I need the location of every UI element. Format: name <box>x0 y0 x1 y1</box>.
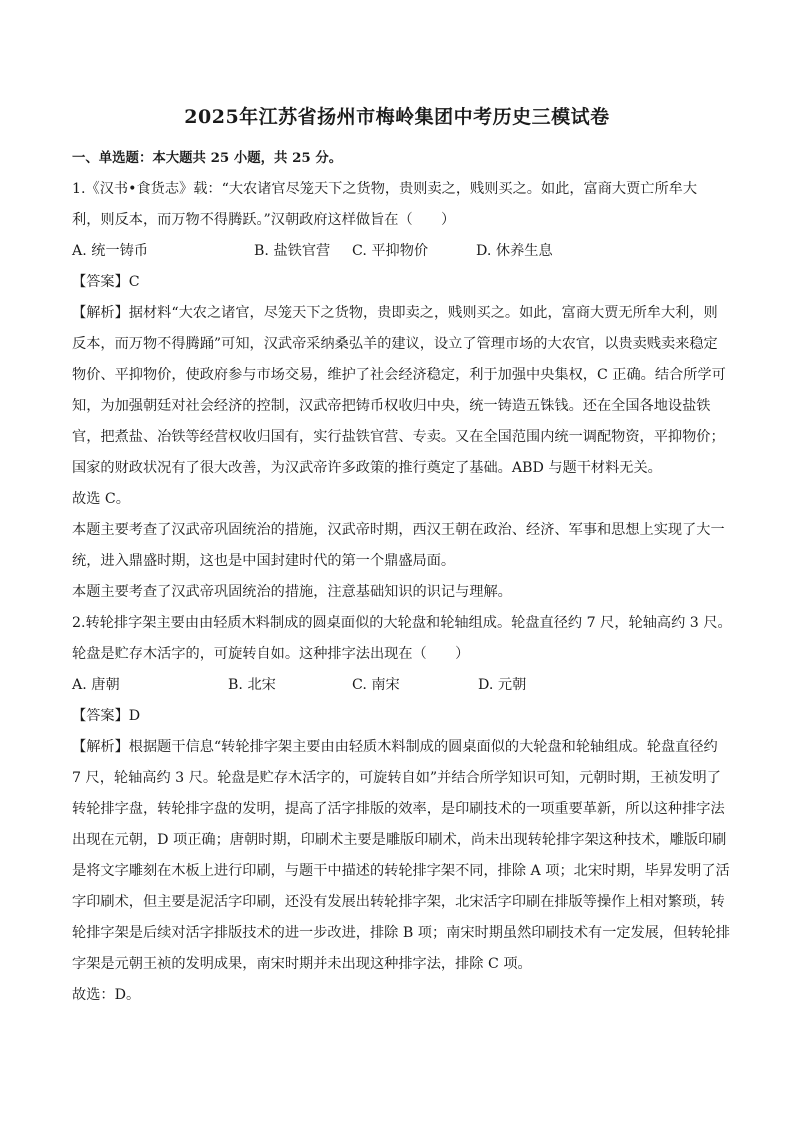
exam-title: 2025年江苏省扬州市梅岭集团中考历史三模试卷 <box>184 106 610 128</box>
analysis-line: 官，把煮盐、冶铁等经营权收归国有，实行盐铁官营、专卖。又在全国范围内统一调配物资，平抑物价； <box>72 429 725 445</box>
question-stem-line: 2.转轮排字架主要由由轻质木料制成的圆桌面似的大轮盘和轮轴组成。轮盘直径约 7 尺，轮轴高约 3 尺。 <box>72 615 732 631</box>
option-d: D. 休养生息 <box>476 243 553 259</box>
answer-options <box>72 670 722 701</box>
analysis-line: 出现在元朝，D 项正确；唐朝时期，印刷术主要是雕版印刷术，尚未出现转轮排字架这种技术，雕版印刷 <box>72 832 727 848</box>
analysis-tag: 【解析】 <box>72 739 129 755</box>
analysis-line <box>72 298 722 329</box>
option-b: B. 北宋 <box>228 677 276 693</box>
question-1 <box>72 174 726 608</box>
analysis-line: 物价、平抑物价，使政府参与市场交易，维护了社会经济稳定，利于加强中央集权，C 正确。结合所学可 <box>72 367 726 383</box>
analysis-line: 字架是元朝王祯的发明成果，南宋时期并未出现这种排字法，排除 C 项。 <box>72 956 532 972</box>
option-c: C. 平抑物价 <box>352 243 429 259</box>
section-heading: 一、单选题：本大题共 25 小题，共 25 分。 <box>72 150 343 166</box>
analysis-line: 是将文字雕刻在木板上进行印刷，与题干中描述的转轮排字架不同，排除 A 项；北宋时期，毕昇发明了活 <box>72 863 730 879</box>
question-stem-line: 1.《汉书•食货志》载：“大农诸官尽笼天下之货物，贵则卖之，贱则买之。如此，富商大贾亡所牟大 <box>72 181 698 197</box>
answer-options <box>72 236 722 267</box>
analysis-line: 国家的财政状况有了很大改善，为汉武帝许多政策的推行奠定了基础。ABD 与题干材料无关。 <box>72 460 662 476</box>
analysis-line: 转轮排字盘，转轮排字盘的发明，提高了活字排版的效率，是印刷技术的一项重要革新，所以这种排字法 <box>72 801 725 817</box>
note-line: 本题主要考查了汉武帝巩固统治的措施，注意基础知识的识记与理解。 <box>72 584 512 600</box>
conclusion-line: 故选：D。 <box>72 987 141 1003</box>
analysis-text: 据材料“大农之诸官，尽笼天下之货物，贵即卖之，贱则买之。如此，富商大贾无所牟大利，则 <box>128 305 718 321</box>
analysis-tag: 【解析】 <box>72 305 129 321</box>
analysis-text: 根据题干信息“转轮排字架主要由由轻质木料制成的圆桌面似的大轮盘和轮轴组成。轮盘直径约 <box>128 739 718 755</box>
question-stem-line: 轮盘是贮存木活字的，可旋转自如。这种排字法出现在（ ） <box>72 646 470 662</box>
answer-tag: 【答案】 <box>72 274 129 290</box>
answer-value: C <box>128 274 140 290</box>
question-2 <box>72 608 732 1011</box>
note-line: 本题主要考查了汉武帝巩固统治的措施，汉武帝时期，西汉王朝在政治、经济、军事和思想上实现了大一 <box>72 522 725 538</box>
answer-line <box>72 267 722 298</box>
analysis-line <box>72 732 722 763</box>
analysis-line: 反本，而万物不得腾踊”可知，汉武帝采纳桑弘羊的建议，设立了管理市场的大农官，以贵卖贱卖来稳定 <box>72 336 718 352</box>
option-d: D. 元朝 <box>478 677 527 693</box>
analysis-line: 轮排字架是后续对活字排版技术的进一步改进，排除 B 项；南宋时期虽然印刷技术有一定发展，但转轮排 <box>72 925 730 941</box>
option-c: C. 南宋 <box>352 677 400 693</box>
option-b: B. 盐铁官营 <box>254 243 331 259</box>
analysis-line: 7 尺，轮轴高约 3 尺。轮盘是贮存木活字的，可旋转自如”并结合所学知识可知，元朝时期，王祯发明了 <box>72 770 721 786</box>
option-a: A. 统一铸币 <box>72 243 149 259</box>
analysis-line: 知，为加强朝廷对社会经济的控制，汉武帝把铸币权收归中央，统一铸造五铢钱。还在全国各地设盐铁 <box>72 398 711 414</box>
answer-tag: 【答案】 <box>72 708 129 724</box>
answer-line <box>72 701 722 732</box>
question-stem-line: 利，则反本，而万物不得腾跃。”汉朝政府这样做旨在（ ） <box>72 212 456 228</box>
option-a: A. 唐朝 <box>72 677 120 693</box>
analysis-line: 字印刷术，但主要是泥活字印刷，还没有发展出转轮排字架，北宋活字印刷在排版等操作上相对繁琐，转 <box>72 894 725 910</box>
answer-value: D <box>128 708 141 724</box>
conclusion-line: 故选 C。 <box>72 491 130 507</box>
exam-content <box>72 143 732 1011</box>
note-line: 统，进入鼎盛时期，这也是中国封建时代的第一个鼎盛局面。 <box>72 553 456 569</box>
